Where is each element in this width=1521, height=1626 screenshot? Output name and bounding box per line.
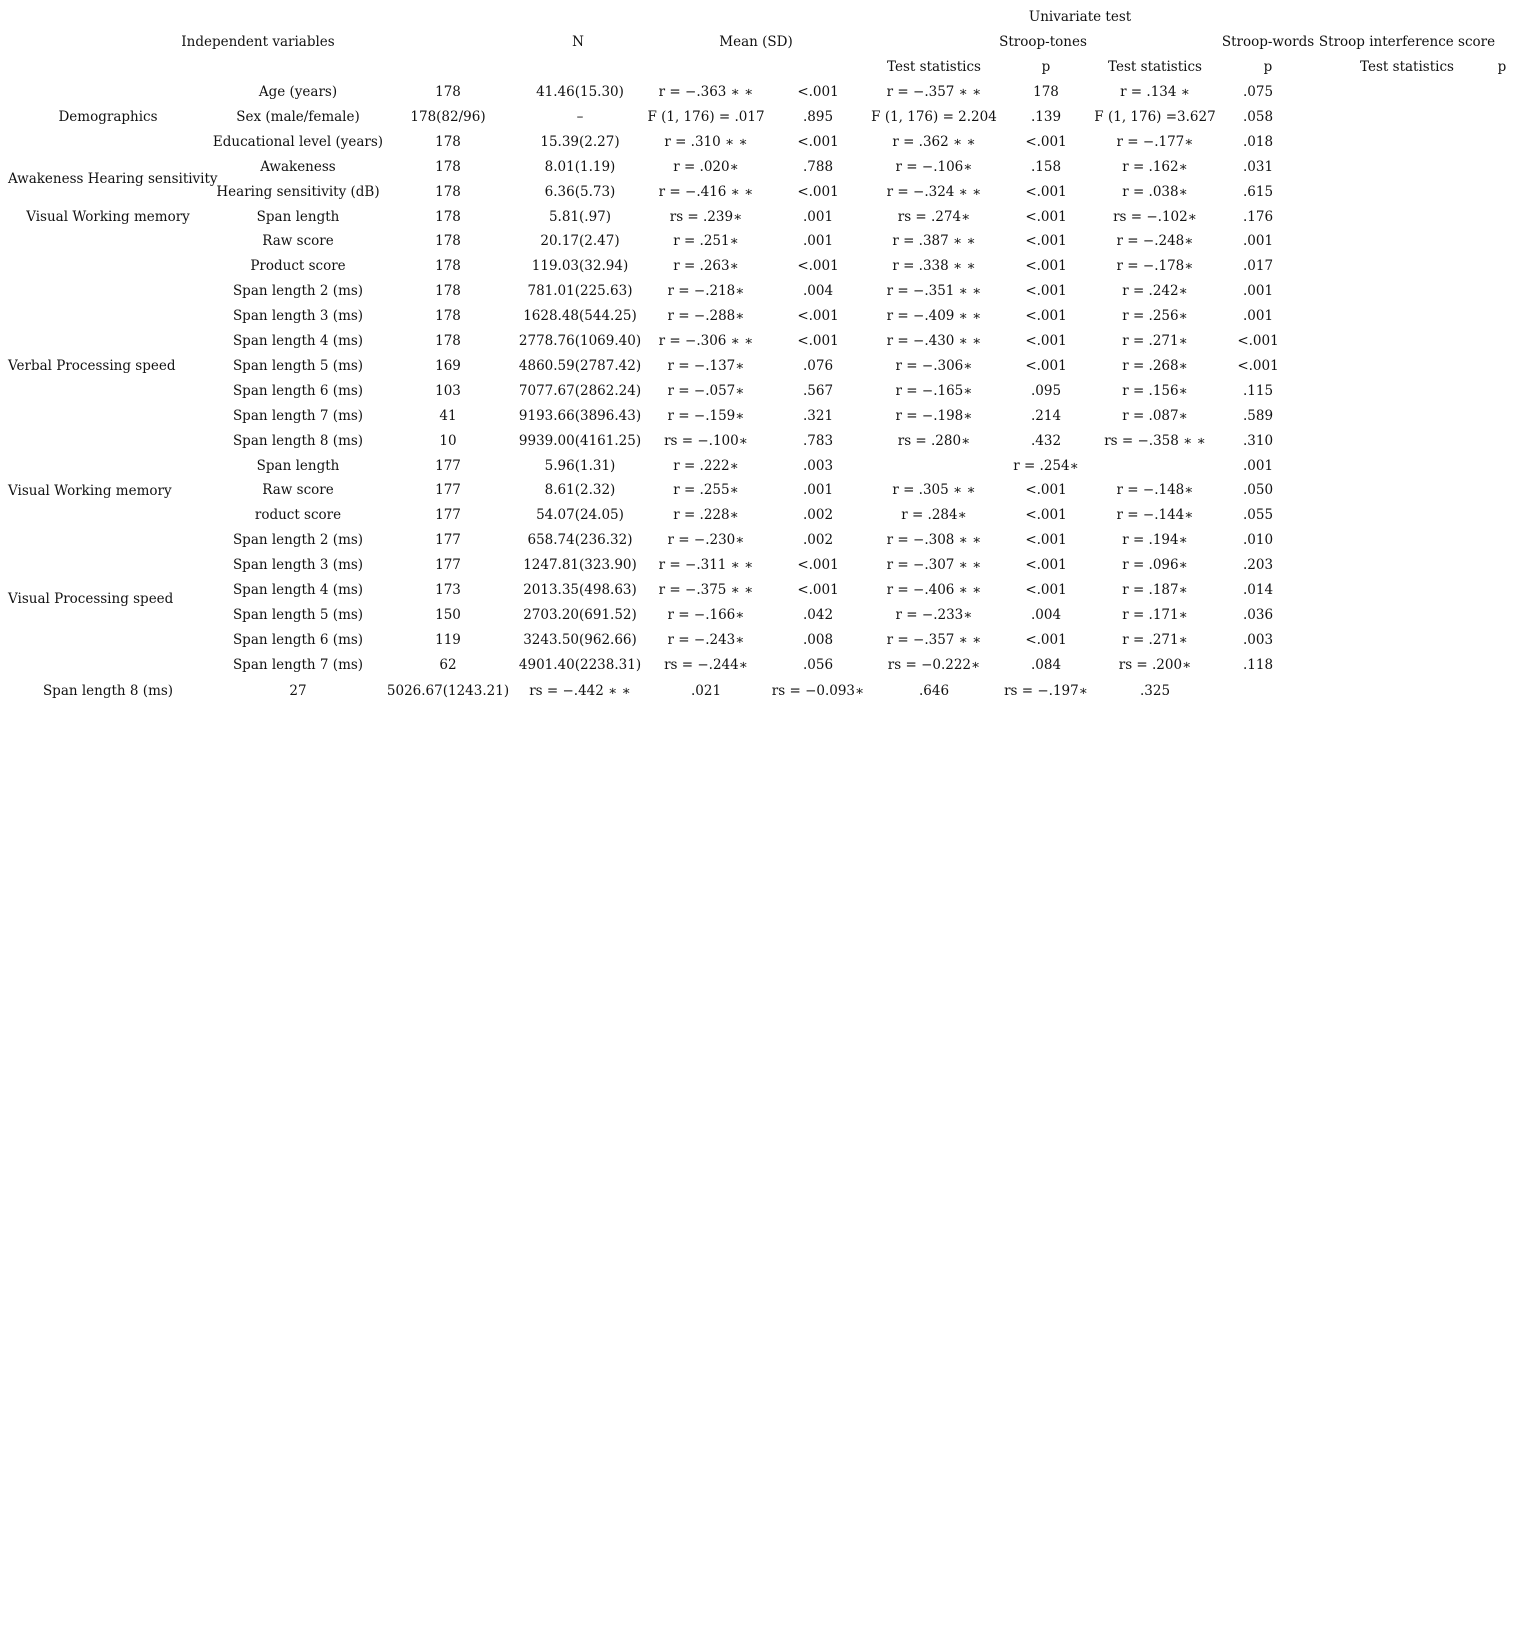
cell-p2: .084 bbox=[1030, 657, 1062, 673]
cell-n: 150 bbox=[435, 607, 461, 623]
header-p-1: p bbox=[1041, 59, 1051, 75]
cell-p1: .056 bbox=[802, 657, 834, 673]
header-stroop-interference: Stroop interference score bbox=[1318, 34, 1496, 50]
cell-p2: <.001 bbox=[1025, 283, 1067, 299]
cell-mean-sd: 2703.20(691.52) bbox=[523, 607, 637, 623]
cell-ts3: r = .134 ∗ bbox=[1120, 84, 1190, 100]
cell-mean-sd: 6.36(5.73) bbox=[544, 184, 616, 200]
cell-p2: <.001 bbox=[1025, 632, 1067, 648]
cell-ts2: r = −.357 ∗ ∗ bbox=[886, 632, 982, 648]
cell-mean-sd: 54.07(24.05) bbox=[536, 507, 624, 523]
cell-mean-sd: 781.01(225.63) bbox=[527, 283, 633, 299]
cell-p2: <.001 bbox=[1025, 582, 1067, 598]
group-label: Demographics bbox=[58, 109, 158, 125]
cell-n: 177 bbox=[435, 458, 461, 474]
group-label: Verbal Processing speed bbox=[8, 358, 176, 374]
group-label: Awakeness Hearing sensitivity bbox=[8, 171, 218, 187]
cell-p1: .783 bbox=[802, 433, 834, 449]
header-n: N bbox=[572, 34, 584, 50]
cell-ts1: r = .222∗ bbox=[673, 458, 739, 474]
cell-ts2: r = .338 ∗ ∗ bbox=[892, 258, 976, 274]
cell-ts1: r = .310 ∗ ∗ bbox=[664, 134, 748, 150]
cell-p1: .076 bbox=[802, 358, 834, 374]
cell-p2: .139 bbox=[1030, 109, 1062, 125]
cell-ts1: r = −.243∗ bbox=[667, 632, 745, 648]
cell-ts3: r = .087∗ bbox=[1122, 408, 1188, 424]
cell-ts2: r = −.306∗ bbox=[895, 358, 973, 374]
cell-ts1: r = −.137∗ bbox=[667, 358, 745, 374]
cell-p3: .589 bbox=[1242, 408, 1274, 424]
group-label: Visual Working memory bbox=[8, 483, 172, 499]
header-stroop-tones: Stroop-tones bbox=[999, 34, 1087, 50]
cell-ts2: r = .284∗ bbox=[901, 507, 967, 523]
group-label: Visual Processing speed bbox=[8, 591, 174, 607]
cell-ts2: r = −.357 ∗ ∗ bbox=[886, 84, 982, 100]
cell-variable: Span length 5 (ms) bbox=[232, 358, 364, 374]
header-independent-variables: Independent variables bbox=[181, 34, 335, 50]
cell-p1: .001 bbox=[802, 482, 834, 498]
cell-ts2: r = −.233∗ bbox=[895, 607, 973, 623]
cell-ts3: r = −.177∗ bbox=[1116, 134, 1194, 150]
cell-p2: <.001 bbox=[1025, 532, 1067, 548]
cell-p3: .075 bbox=[1242, 84, 1274, 100]
cell-mean-sd: 658.74(236.32) bbox=[527, 532, 633, 548]
cell-ts2: r = −.198∗ bbox=[895, 408, 973, 424]
cell-mean-sd: 4860.59(2787.42) bbox=[518, 358, 642, 374]
cell-p2: <.001 bbox=[1025, 258, 1067, 274]
cell-ts2: rs = .280∗ bbox=[897, 433, 971, 449]
cell-ts2: r = −.409 ∗ ∗ bbox=[886, 308, 982, 324]
header-test-statistics-3: Test statistics bbox=[1360, 59, 1454, 75]
header-mean-sd: Mean (SD) bbox=[719, 34, 793, 50]
cell-ts1: r = −.159∗ bbox=[667, 408, 745, 424]
cell-mean-sd: 119.03(32.94) bbox=[531, 258, 629, 274]
cell-p1: <.001 bbox=[797, 308, 839, 324]
cell-ts1: r = .251∗ bbox=[673, 233, 739, 249]
cell-ts1: r = −.311 ∗ ∗ bbox=[658, 557, 754, 573]
cell-p3: .176 bbox=[1242, 209, 1274, 225]
cell-variable: Span length bbox=[256, 458, 340, 474]
cell-n: 103 bbox=[435, 383, 461, 399]
cell-variable: Span length 4 (ms) bbox=[232, 582, 364, 598]
cell-ts1: F (1, 176) = .017 bbox=[647, 109, 765, 125]
cell-variable: Hearing sensitivity (dB) bbox=[216, 184, 380, 200]
cell-ts2: r = −.308 ∗ ∗ bbox=[886, 532, 982, 548]
cell-ts2: F (1, 176) = 2.204 bbox=[871, 109, 997, 125]
cell-n: 173 bbox=[435, 582, 461, 598]
cell-n: 169 bbox=[435, 358, 461, 374]
cell-p2: <.001 bbox=[1025, 482, 1067, 498]
cell-ts3: rs = −.102∗ bbox=[1113, 209, 1197, 225]
cell-ts3: r = .271∗ bbox=[1122, 632, 1188, 648]
cell-n: 178 bbox=[435, 84, 461, 100]
cell-ts2: r = −.324 ∗ ∗ bbox=[886, 184, 982, 200]
cell-p3: .203 bbox=[1242, 557, 1274, 573]
cell-p3: .036 bbox=[1242, 607, 1274, 623]
cell-mean-sd: 7077.67(2862.24) bbox=[518, 383, 642, 399]
cell-ts1: r = .263∗ bbox=[673, 258, 739, 274]
cell-ts3: r = .096∗ bbox=[1122, 557, 1188, 573]
cell-ts3: rs = .200∗ bbox=[1118, 657, 1192, 673]
cell-p1: .321 bbox=[802, 408, 834, 424]
cell-ts3: r = .271∗ bbox=[1122, 333, 1188, 349]
cell-n: 178 bbox=[435, 308, 461, 324]
cell-p2: <.001 bbox=[1025, 333, 1067, 349]
cell-p1: .008 bbox=[802, 632, 834, 648]
last-row-variable: Span length 8 (ms) bbox=[42, 683, 174, 699]
cell-p2: 178 bbox=[1033, 84, 1059, 100]
cell-n: 178 bbox=[435, 333, 461, 349]
cell-p2: <.001 bbox=[1025, 233, 1067, 249]
cell-variable: roduct score bbox=[254, 507, 342, 523]
cell-ts3: rs = −.358 ∗ ∗ bbox=[1104, 433, 1206, 449]
cell-p2: r = .254∗ bbox=[1013, 458, 1079, 474]
cell-variable: Span length bbox=[256, 209, 340, 225]
cell-ts1: r = −.375 ∗ ∗ bbox=[658, 582, 754, 598]
cell-p3: .118 bbox=[1242, 657, 1274, 673]
cell-ts2: r = −.106∗ bbox=[895, 159, 973, 175]
last-row-ts2: rs = −0.093∗ bbox=[771, 683, 865, 699]
cell-mean-sd: 2013.35(498.63) bbox=[523, 582, 637, 598]
cell-ts3: r = .162∗ bbox=[1122, 159, 1188, 175]
cell-ts3: r = .242∗ bbox=[1122, 283, 1188, 299]
cell-p1: <.001 bbox=[797, 557, 839, 573]
cell-variable: Span length 7 (ms) bbox=[232, 408, 364, 424]
cell-variable: Span length 3 (ms) bbox=[232, 308, 364, 324]
cell-mean-sd: 2778.76(1069.40) bbox=[518, 333, 642, 349]
cell-p3: .017 bbox=[1242, 258, 1274, 274]
cell-n: 41 bbox=[439, 408, 457, 424]
cell-ts1: rs = −.244∗ bbox=[664, 657, 748, 673]
cell-p1: .567 bbox=[802, 383, 834, 399]
cell-p1: <.001 bbox=[797, 582, 839, 598]
last-row-mean-sd: 5026.67(1243.21) bbox=[386, 683, 510, 699]
cell-ts1: r = .255∗ bbox=[673, 482, 739, 498]
cell-variable: Sex (male/female) bbox=[236, 109, 360, 125]
cell-ts3: r = .268∗ bbox=[1122, 358, 1188, 374]
cell-ts2: r = −.307 ∗ ∗ bbox=[886, 557, 982, 573]
cell-p1: <.001 bbox=[797, 258, 839, 274]
cell-p2: .432 bbox=[1030, 433, 1062, 449]
cell-n: 178 bbox=[435, 283, 461, 299]
cell-ts2: r = .387 ∗ ∗ bbox=[892, 233, 976, 249]
cell-n: 178 bbox=[435, 159, 461, 175]
cell-ts3: F (1, 176) =3.627 bbox=[1094, 109, 1216, 125]
cell-p3: .031 bbox=[1242, 159, 1274, 175]
cell-ts3: r = −.148∗ bbox=[1116, 482, 1194, 498]
cell-ts3: r = .194∗ bbox=[1122, 532, 1188, 548]
cell-variable: Span length 2 (ms) bbox=[232, 532, 364, 548]
cell-p3: .055 bbox=[1242, 507, 1274, 523]
cell-mean-sd: 4901.40(2238.31) bbox=[518, 657, 642, 673]
header-test-statistics-1: Test statistics bbox=[887, 59, 981, 75]
cell-p2: .004 bbox=[1030, 607, 1062, 623]
cell-ts2: r = .305 ∗ ∗ bbox=[892, 482, 976, 498]
cell-ts3: r = −.144∗ bbox=[1116, 507, 1194, 523]
cell-p1: <.001 bbox=[797, 134, 839, 150]
cell-n: 178 bbox=[435, 134, 461, 150]
last-row-ts3: rs = −.197∗ bbox=[1004, 683, 1088, 699]
header-test-statistics-2: Test statistics bbox=[1108, 59, 1202, 75]
cell-mean-sd: 20.17(2.47) bbox=[540, 233, 620, 249]
cell-variable: Span length 7 (ms) bbox=[232, 657, 364, 673]
cell-p2: .158 bbox=[1030, 159, 1062, 175]
cell-n: 177 bbox=[435, 482, 461, 498]
cell-p3: <.001 bbox=[1237, 333, 1279, 349]
cell-p3: <.001 bbox=[1237, 358, 1279, 374]
cell-p2: <.001 bbox=[1025, 507, 1067, 523]
cell-variable: Raw score bbox=[262, 233, 334, 249]
cell-variable: Span length 8 (ms) bbox=[232, 433, 364, 449]
cell-variable: Span length 4 (ms) bbox=[232, 333, 364, 349]
cell-n: 62 bbox=[439, 657, 457, 673]
cell-mean-sd: – bbox=[576, 109, 584, 125]
cell-ts2: rs = .274∗ bbox=[897, 209, 971, 225]
cell-ts1: r = −.288∗ bbox=[667, 308, 745, 324]
cell-ts3: r = .171∗ bbox=[1122, 607, 1188, 623]
header-univariate-test: Univariate test bbox=[1028, 9, 1132, 25]
cell-ts3: r = −.178∗ bbox=[1116, 258, 1194, 274]
cell-ts3: r = .156∗ bbox=[1122, 383, 1188, 399]
cell-variable: Product score bbox=[250, 258, 346, 274]
cell-p1: .001 bbox=[802, 233, 834, 249]
cell-variable: Awakeness bbox=[260, 159, 336, 175]
cell-p1: .042 bbox=[802, 607, 834, 623]
cell-p2: <.001 bbox=[1025, 308, 1067, 324]
cell-p1: .001 bbox=[802, 209, 834, 225]
cell-variable: Span length 2 (ms) bbox=[232, 283, 364, 299]
header-p-3: p bbox=[1497, 59, 1507, 75]
cell-ts3: r = .187∗ bbox=[1122, 582, 1188, 598]
cell-n: 178 bbox=[435, 209, 461, 225]
cell-p1: .788 bbox=[802, 159, 834, 175]
cell-p3: .115 bbox=[1242, 383, 1274, 399]
cell-p2: .214 bbox=[1030, 408, 1062, 424]
cell-variable: Span length 6 (ms) bbox=[232, 632, 364, 648]
cell-p3: .050 bbox=[1242, 482, 1274, 498]
cell-n: 178 bbox=[435, 258, 461, 274]
cell-ts2: r = −.165∗ bbox=[895, 383, 973, 399]
cell-p1: .002 bbox=[802, 532, 834, 548]
cell-ts1: r = −.057∗ bbox=[667, 383, 745, 399]
cell-ts2: r = −.406 ∗ ∗ bbox=[886, 582, 982, 598]
cell-n: 178 bbox=[435, 184, 461, 200]
cell-p3: .003 bbox=[1242, 632, 1274, 648]
cell-p3: .018 bbox=[1242, 134, 1274, 150]
cell-mean-sd: 1628.48(544.25) bbox=[523, 308, 637, 324]
group-label: Visual Working memory bbox=[26, 209, 190, 225]
cell-ts1: r = −.230∗ bbox=[667, 532, 745, 548]
cell-mean-sd: 9193.66(3896.43) bbox=[518, 408, 642, 424]
cell-p2: <.001 bbox=[1025, 184, 1067, 200]
cell-ts2: r = .362 ∗ ∗ bbox=[892, 134, 976, 150]
cell-ts3: r = −.248∗ bbox=[1116, 233, 1194, 249]
cell-ts1: r = −.363 ∗ ∗ bbox=[658, 84, 754, 100]
cell-variable: Age (years) bbox=[258, 84, 338, 100]
cell-variable: Span length 6 (ms) bbox=[232, 383, 364, 399]
cell-p1: .004 bbox=[802, 283, 834, 299]
cell-ts2: r = −.430 ∗ ∗ bbox=[886, 333, 982, 349]
cell-ts1: r = −.416 ∗ ∗ bbox=[658, 184, 754, 200]
cell-ts1: r = −.218∗ bbox=[667, 283, 745, 299]
cell-p2: <.001 bbox=[1025, 557, 1067, 573]
cell-mean-sd: 8.01(1.19) bbox=[544, 159, 616, 175]
cell-ts2: r = −.351 ∗ ∗ bbox=[886, 283, 982, 299]
cell-variable: Span length 3 (ms) bbox=[232, 557, 364, 573]
cell-ts1: rs = −.100∗ bbox=[664, 433, 748, 449]
cell-ts1: r = .228∗ bbox=[673, 507, 739, 523]
cell-ts1: r = −.306 ∗ ∗ bbox=[658, 333, 754, 349]
cell-p1: <.001 bbox=[797, 84, 839, 100]
cell-mean-sd: 3243.50(962.66) bbox=[523, 632, 637, 648]
last-row-p1: .021 bbox=[690, 683, 722, 699]
last-row-p3: .325 bbox=[1139, 683, 1171, 699]
cell-variable: Educational level (years) bbox=[212, 134, 384, 150]
cell-p3: .001 bbox=[1242, 233, 1274, 249]
cell-mean-sd: 5.81(.97) bbox=[548, 209, 612, 225]
cell-p3: .615 bbox=[1242, 184, 1274, 200]
cell-ts3: r = .256∗ bbox=[1122, 308, 1188, 324]
cell-p3: .310 bbox=[1242, 433, 1274, 449]
cell-p2: <.001 bbox=[1025, 134, 1067, 150]
cell-variable: Raw score bbox=[262, 482, 334, 498]
cell-ts1: r = .020∗ bbox=[673, 159, 739, 175]
cell-n: 119 bbox=[435, 632, 461, 648]
cell-p3: .001 bbox=[1242, 458, 1274, 474]
cell-mean-sd: 5.96(1.31) bbox=[544, 458, 616, 474]
cell-p3: .010 bbox=[1242, 532, 1274, 548]
cell-variable: Span length 5 (ms) bbox=[232, 607, 364, 623]
header-stroop-words: Stroop-words bbox=[1221, 34, 1315, 50]
last-row-ts1: rs = −.442 ∗ ∗ bbox=[529, 683, 631, 699]
header-p-2: p bbox=[1263, 59, 1273, 75]
cell-p3: .001 bbox=[1242, 283, 1274, 299]
cell-p1: <.001 bbox=[797, 184, 839, 200]
cell-p3: .001 bbox=[1242, 308, 1274, 324]
cell-n: 177 bbox=[435, 532, 461, 548]
cell-p2: .095 bbox=[1030, 383, 1062, 399]
cell-mean-sd: 9939.00(4161.25) bbox=[518, 433, 642, 449]
last-row-n: 27 bbox=[289, 683, 307, 699]
cell-p3: .058 bbox=[1242, 109, 1274, 125]
cell-p1: .002 bbox=[802, 507, 834, 523]
cell-p3: .014 bbox=[1242, 582, 1274, 598]
cell-n: 178(82/96) bbox=[410, 109, 486, 125]
cell-ts1: r = −.166∗ bbox=[667, 607, 745, 623]
cell-p1: .895 bbox=[802, 109, 834, 125]
cell-mean-sd: 15.39(2.27) bbox=[540, 134, 620, 150]
cell-p1: .003 bbox=[802, 458, 834, 474]
cell-n: 178 bbox=[435, 233, 461, 249]
cell-n: 177 bbox=[435, 557, 461, 573]
cell-n: 177 bbox=[435, 507, 461, 523]
last-row-p2: .646 bbox=[918, 683, 950, 699]
cell-p1: <.001 bbox=[797, 333, 839, 349]
cell-ts3: r = .038∗ bbox=[1122, 184, 1188, 200]
cell-p2: <.001 bbox=[1025, 358, 1067, 374]
cell-mean-sd: 8.61(2.32) bbox=[544, 482, 616, 498]
cell-ts2: rs = −0.222∗ bbox=[887, 657, 981, 673]
cell-p2: <.001 bbox=[1025, 209, 1067, 225]
cell-mean-sd: 41.46(15.30) bbox=[536, 84, 624, 100]
cell-ts1: rs = .239∗ bbox=[669, 209, 743, 225]
cell-n: 10 bbox=[439, 433, 457, 449]
cell-mean-sd: 1247.81(323.90) bbox=[523, 557, 637, 573]
